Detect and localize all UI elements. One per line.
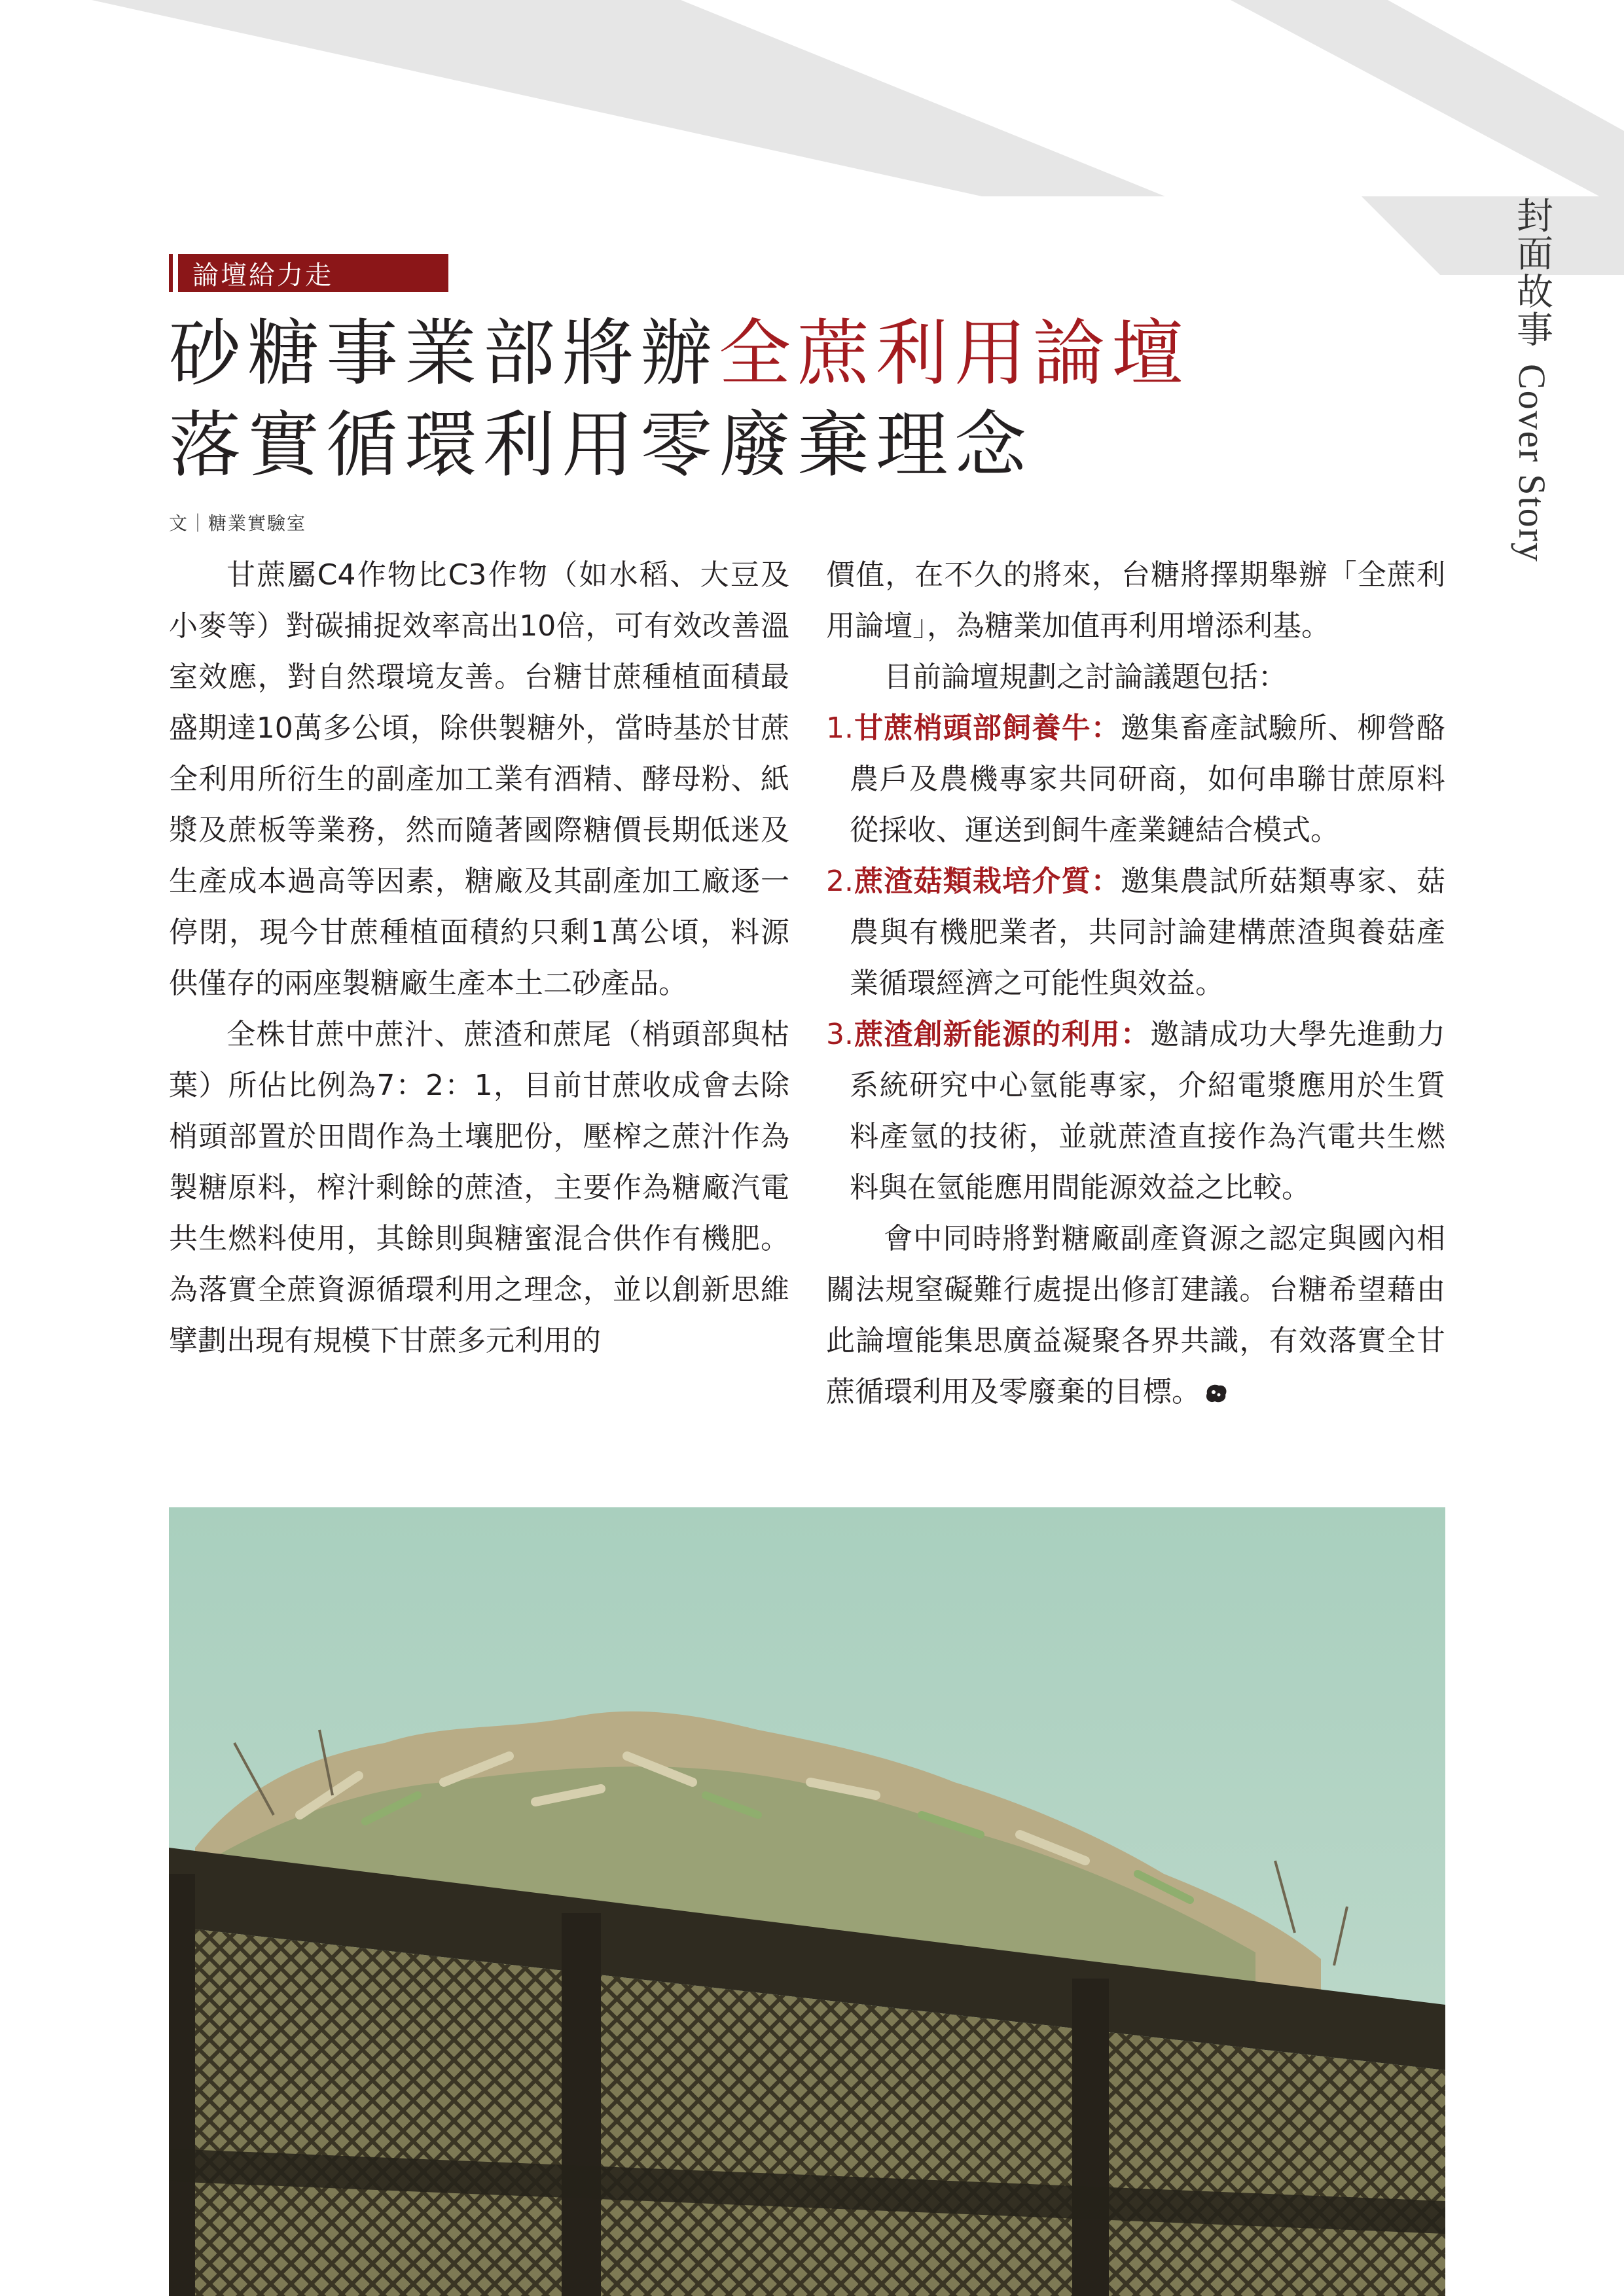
topic-item-1-title: 甘蔗梢頭部飼養牛：	[853, 711, 1121, 745]
topic-item-1-number: 1.	[826, 711, 854, 745]
byline: 文｜糖業實驗室	[169, 512, 307, 534]
left-paragraph-1: 甘蔗屬C4作物比C3作物（如水稻、大豆及小麥等）對碳捕捉效率高出10倍，可有效改善溫室效應，對自然環境友善。台糖甘蔗種植面積最盛期達10萬多公頃，除供製糖外，當時基於甘蔗全利用所衍生的副產加工業有酒精、酵母粉、紙漿及蔗板等業務，然而隨著國際糖價長期低迷及生產成本過高等因素，糖廠及其副產加工廠逐一停閉，現今甘蔗種植面積約只剩1萬公頃，料源供僅存的兩座製糖廠生產本土二砂產品。	[169, 558, 789, 1000]
topic-item-3-number: 3.	[826, 1018, 854, 1051]
topic-item-3-text: 邀請成功大學先進動力系統研究中心氫能專家，介紹電漿應用於生質料產氫的技術，並就蔗渣直接作為汽電共生燃料與在氫能應用間能源效益之比較。	[850, 1018, 1446, 1204]
headline-line-1-part-1: 砂糖事業部將辦	[169, 312, 719, 395]
topic-item-1-text: 邀集畜產試驗所、柳營酪農戶及農機專家共同研商，如何串聯甘蔗原料從採收、運送到飼牛產業鏈結合模式。	[850, 711, 1446, 847]
right-paragraph-2: 目前論壇規劃之討論議題包括：	[884, 660, 1287, 694]
topic-item-1	[826, 703, 1445, 856]
left-paragraph-2: 全株甘蔗中蔗汁、蔗渣和蔗尾（梢頭部與枯葉）所佔比例為7：2：1，目前甘蔗收成會去除梢頭部置於田間作為土壤肥份，壓榨之蔗汁作為製糖原料，榨汁剩餘的蔗渣，主要作為糖廠汽電共生燃料使用，其餘則與糖蜜混合供作有機肥。為落實全蔗資源循環利用之理念，並以創新思維擘劃出現有規模下甘蔗多元利用的	[169, 1018, 789, 1357]
article-headline	[169, 308, 1190, 491]
right-paragraph-3-text: 會中同時將對糖廠副產資源之認定與國內相關法規窒礙難行處提出修訂建議。台糖希望藉由此論壇能集思廣益凝聚各界共識，有效落實全甘蔗循環利用及零廢棄的目標。	[826, 1222, 1445, 1408]
side-label-en: Cover Story	[1511, 364, 1553, 563]
section-side-label	[1506, 196, 1558, 563]
topic-item-2-text: 邀集農試所菇類專家、菇農與有機肥業者，共同討論建構蔗渣與養菇產業循環經濟之可能性與效益。	[850, 865, 1446, 1000]
right-paragraph-1: 價值，在不久的將來，台糖將擇期舉辦「全蔗利用論壇」，為糖業加值再利用增添利基。	[826, 558, 1445, 643]
section-tag	[169, 254, 448, 292]
headline-line-1	[169, 308, 1190, 399]
left-column	[169, 550, 789, 1367]
truck-load-of-sugarcane-photo	[169, 1507, 1445, 2296]
section-tag-text: 論壇給力走	[192, 260, 333, 291]
headline-line-2: 落實循環利用零廢棄理念	[169, 403, 1033, 487]
section-tag-bar	[173, 254, 178, 292]
right-paragraph-3	[826, 1213, 1445, 1418]
topic-item-2-title: 蔗渣菇類栽培介質：	[853, 865, 1121, 898]
taiwan-sugar-end-mark-icon	[1204, 1383, 1228, 1404]
topic-item-2-number: 2.	[826, 865, 854, 898]
right-column	[826, 550, 1445, 1418]
topic-item-2	[826, 856, 1445, 1009]
topic-item-3-title: 蔗渣創新能源的利用：	[853, 1018, 1151, 1051]
side-label-zh: 封面故事	[1511, 196, 1553, 348]
headline-line-1-accent: 全蔗利用論壇	[719, 312, 1190, 395]
topic-item-3	[826, 1009, 1445, 1213]
